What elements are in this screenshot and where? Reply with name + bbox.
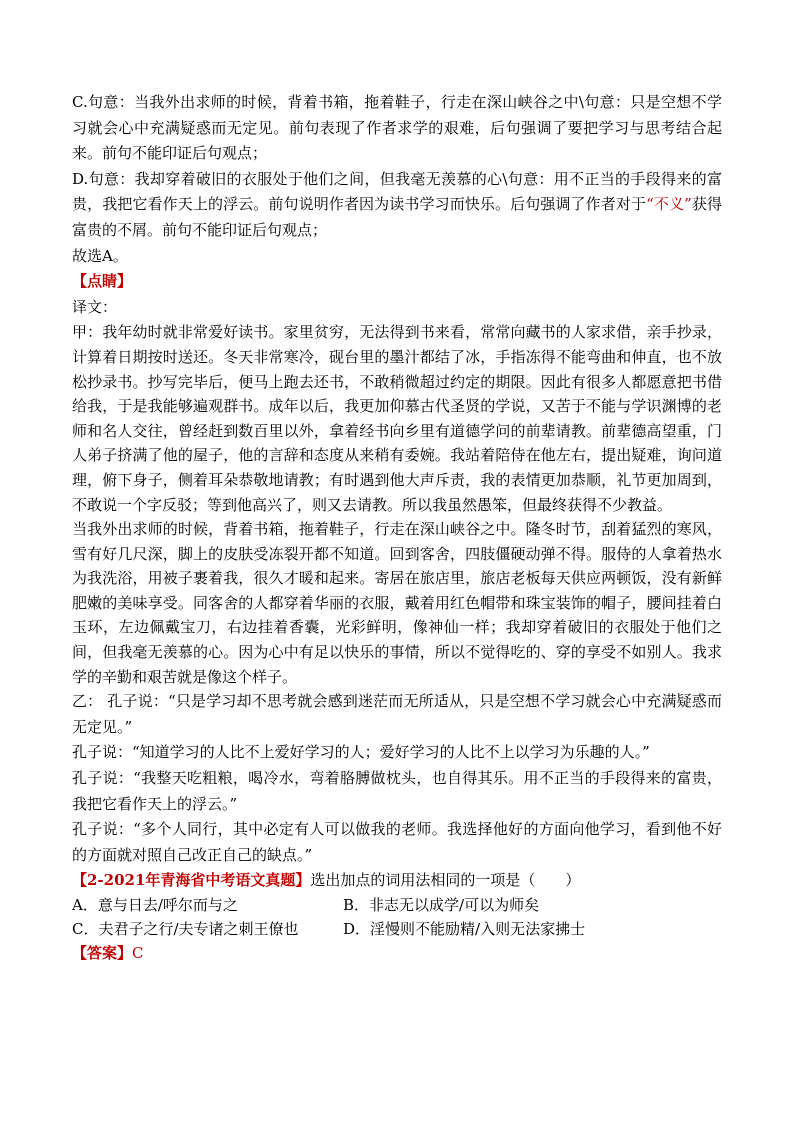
analysis-option-d-text: D.句意：我却穿着破旧的衣服处于他们之间，但我毫无羡慕的心\句意：用不正当的手段得来的富贵，我把它看作天上的浮云。前句说明作者因为读书学习而快乐。后句强调了作者对于 bbox=[72, 169, 722, 214]
document-page bbox=[72, 90, 722, 967]
translation-jia-paragraph-1: 甲：我年幼时就非常爱好读书。家里贫穷，无法得到书来看，常常向藏书的人家求借，亲手抄录，计算着日期按时送还。冬天非常寒冷，砚台里的墨汁都结了冰，手指冻得不能弯曲和伸直，也不放松抄录书。抄写完毕后，便马上跑去还书，不敢稍微超过约定的期限。因此有很多人都愿意把书借给我，于是我能够遍观群书。成年以后，我更加仰慕古代圣贤的学说，又苦于不能与学识渊博的老师和名人交往，曾经赶到数百里以外，拿着经书向乡里有道德学问的前辈请教。前辈德高望重，门人弟子挤满了他的屋子，他的言辞和态度从来稍有委婉。我站着陪侍在他左右，提出疑难，询问道理，俯下身子，侧着耳朵恭敬地请教；有时遇到他大声斥责，我的表情更加恭顺，礼节更加周到，不敢说一个字反驳；等到他高兴了，则又去请教。所以我虽然愚笨，但最终获得不少教益。 bbox=[72, 323, 722, 514]
analysis-option-d-tail: 获得富贵的不屑。前句不能印证后句观点； bbox=[72, 195, 722, 239]
option-b: B．非志无以成学/可以为师矣 bbox=[343, 896, 540, 914]
dianjing-heading: 【点睛】 bbox=[72, 272, 133, 291]
question-stem bbox=[72, 868, 722, 894]
translation-yi-1: 乙： 孔子说：“只是学习却不思考就会感到迷茫而无所适从，只是空想不学习就会心中充满疑惑而无定见。” bbox=[72, 692, 722, 736]
translation-yi-2: 孔子说：“知道学习的人比不上爱好学习的人；爱好学习的人比不上以学习为乐趣的人。” bbox=[72, 743, 650, 762]
question-source-tag: 【2-2021年青海省中考语文真题】 bbox=[72, 871, 311, 890]
answer-line bbox=[72, 941, 722, 967]
answer-value: C bbox=[132, 944, 144, 962]
answer-label: 【答案】 bbox=[72, 944, 133, 962]
analysis-option-c: C.句意：当我外出求师的时候，背着书箱，拖着鞋子，行走在深山峡谷之中\句意：只是空想不学习就会心中充满疑惑而无定见。前句表现了作者求学的艰难，后句强调了要把学习与思考结合起来。前句不能印证后句观点； bbox=[72, 93, 722, 163]
choose-answer: 故选A。 bbox=[72, 246, 128, 265]
translation-yi-4: 孔子说：“多个人同行，其中必定有人可以做我的老师。我选择他好的方面向他学习，看到他不好的方面就对照自己改正自己的缺点。” bbox=[72, 820, 722, 864]
question-text: 选出加点的词用法相同的一项是（ ） bbox=[310, 871, 581, 890]
option-c: C．夫君子之行/夫专诸之刺王僚也 bbox=[72, 919, 299, 938]
question-options bbox=[72, 894, 722, 941]
translation-yi-3: 孔子说：“我整天吃粗粮，喝冷水，弯着胳膊做枕头，也自得其乐。用不正当的手段得来的富贵，我把它看作天上的浮云。” bbox=[72, 769, 722, 813]
analysis-option-d bbox=[72, 167, 722, 244]
translation-jia-paragraph-2: 当我外出求师的时候，背着书箱，拖着鞋子，行走在深山峡谷之中。隆冬时节，刮着猛烈的寒风，雪有好几尺深，脚上的皮肤受冻裂开都不知道。回到客舍，四肢僵硬动弹不得。服侍的人拿着热水为我洗浴，用被子裹着我，很久才暖和起来。寄居在旅店里，旅店老板每天供应两顿饭，没有新鲜肥嫩的美味享受。同客舍的人都穿着华丽的衣服，戴着用红色帽带和珠宝装饰的帽子，腰间挂着白玉环，左边佩戴宝刀，右边挂着香囊，光彩鲜明，像神仙一样；我却穿着破旧的衣服处于他们之间，但我毫无羡慕的心。因为心中有足以快乐的事情，所以不觉得吃的、穿的享受不如别人。我求学的辛勤和艰苦就是像这个样子。 bbox=[72, 520, 722, 686]
buyi-quote: “不义” bbox=[646, 195, 692, 214]
option-a: A．意与日去/呼尔而与之 bbox=[72, 896, 238, 914]
translation-label: 译文： bbox=[72, 297, 118, 316]
option-d: D．淫慢则不能励精/入则无法家拂士 bbox=[343, 919, 586, 938]
